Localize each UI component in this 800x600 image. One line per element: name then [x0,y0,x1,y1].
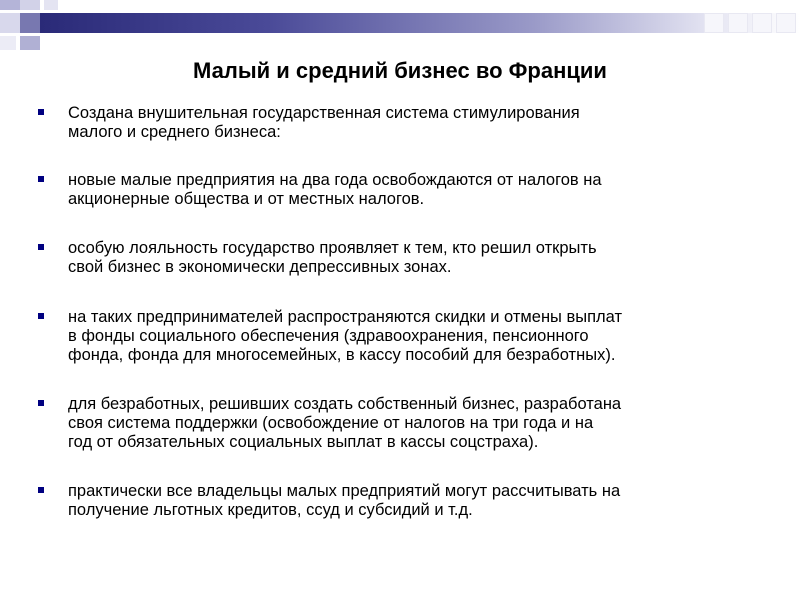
decor-square [776,13,796,33]
decor-square [20,0,40,10]
square-bullet-icon [38,244,44,250]
decor-square [20,36,40,50]
decor-square [0,13,20,33]
decor-square [44,0,58,10]
slide-title: Малый и средний бизнес во Франции [193,58,607,83]
bullet-text: Создана внушительная государственная система стимулирования малого и среднего бизнеса: [68,104,580,141]
header-decoration [0,0,800,52]
decor-square [0,36,16,50]
bullet-text: для безработных, решивших создать собственный бизнес, разработана своя система поддержки (освобождение от налогов на три года и на год от обязательных социальных выплат в кассы соцстраха). [68,395,622,451]
decor-square [704,13,724,33]
bullet-list [38,104,758,520]
decor-square [728,13,748,33]
bullet-item [38,482,758,520]
bullet-text: особую лояльность государство проявляет к тем, кто решил открыть свой бизнес в экономически депрессивных зонах. [68,239,597,276]
decor-square [20,13,40,33]
bullet-item [38,239,758,277]
bullet-text: на таких предпринимателей распространяются скидки и отмены выплат в фонды социального обеспечения (здравоохранения, пенсионного фонда, фонда для многосемейных, в кассу пособий для безработных). [68,308,623,364]
square-bullet-icon [38,109,44,115]
bullet-item [38,171,758,209]
decor-square [752,13,772,33]
square-bullet-icon [38,176,44,182]
bullet-text: практически все владельцы малых предприятий могут рассчитывать на получение льготных кредитов, ссуд и субсидий и т.д. [68,482,621,519]
square-bullet-icon [38,487,44,493]
bullet-item [38,104,758,142]
bullet-item [38,395,758,452]
square-bullet-icon [38,313,44,319]
header-gradient-bar [40,13,800,33]
bullet-item [38,308,758,365]
decor-square [0,0,20,10]
square-bullet-icon [38,400,44,406]
bullet-text: новые малые предприятия на два года освобождаются от налогов на акционерные общества и от местных налогов. [68,171,602,208]
